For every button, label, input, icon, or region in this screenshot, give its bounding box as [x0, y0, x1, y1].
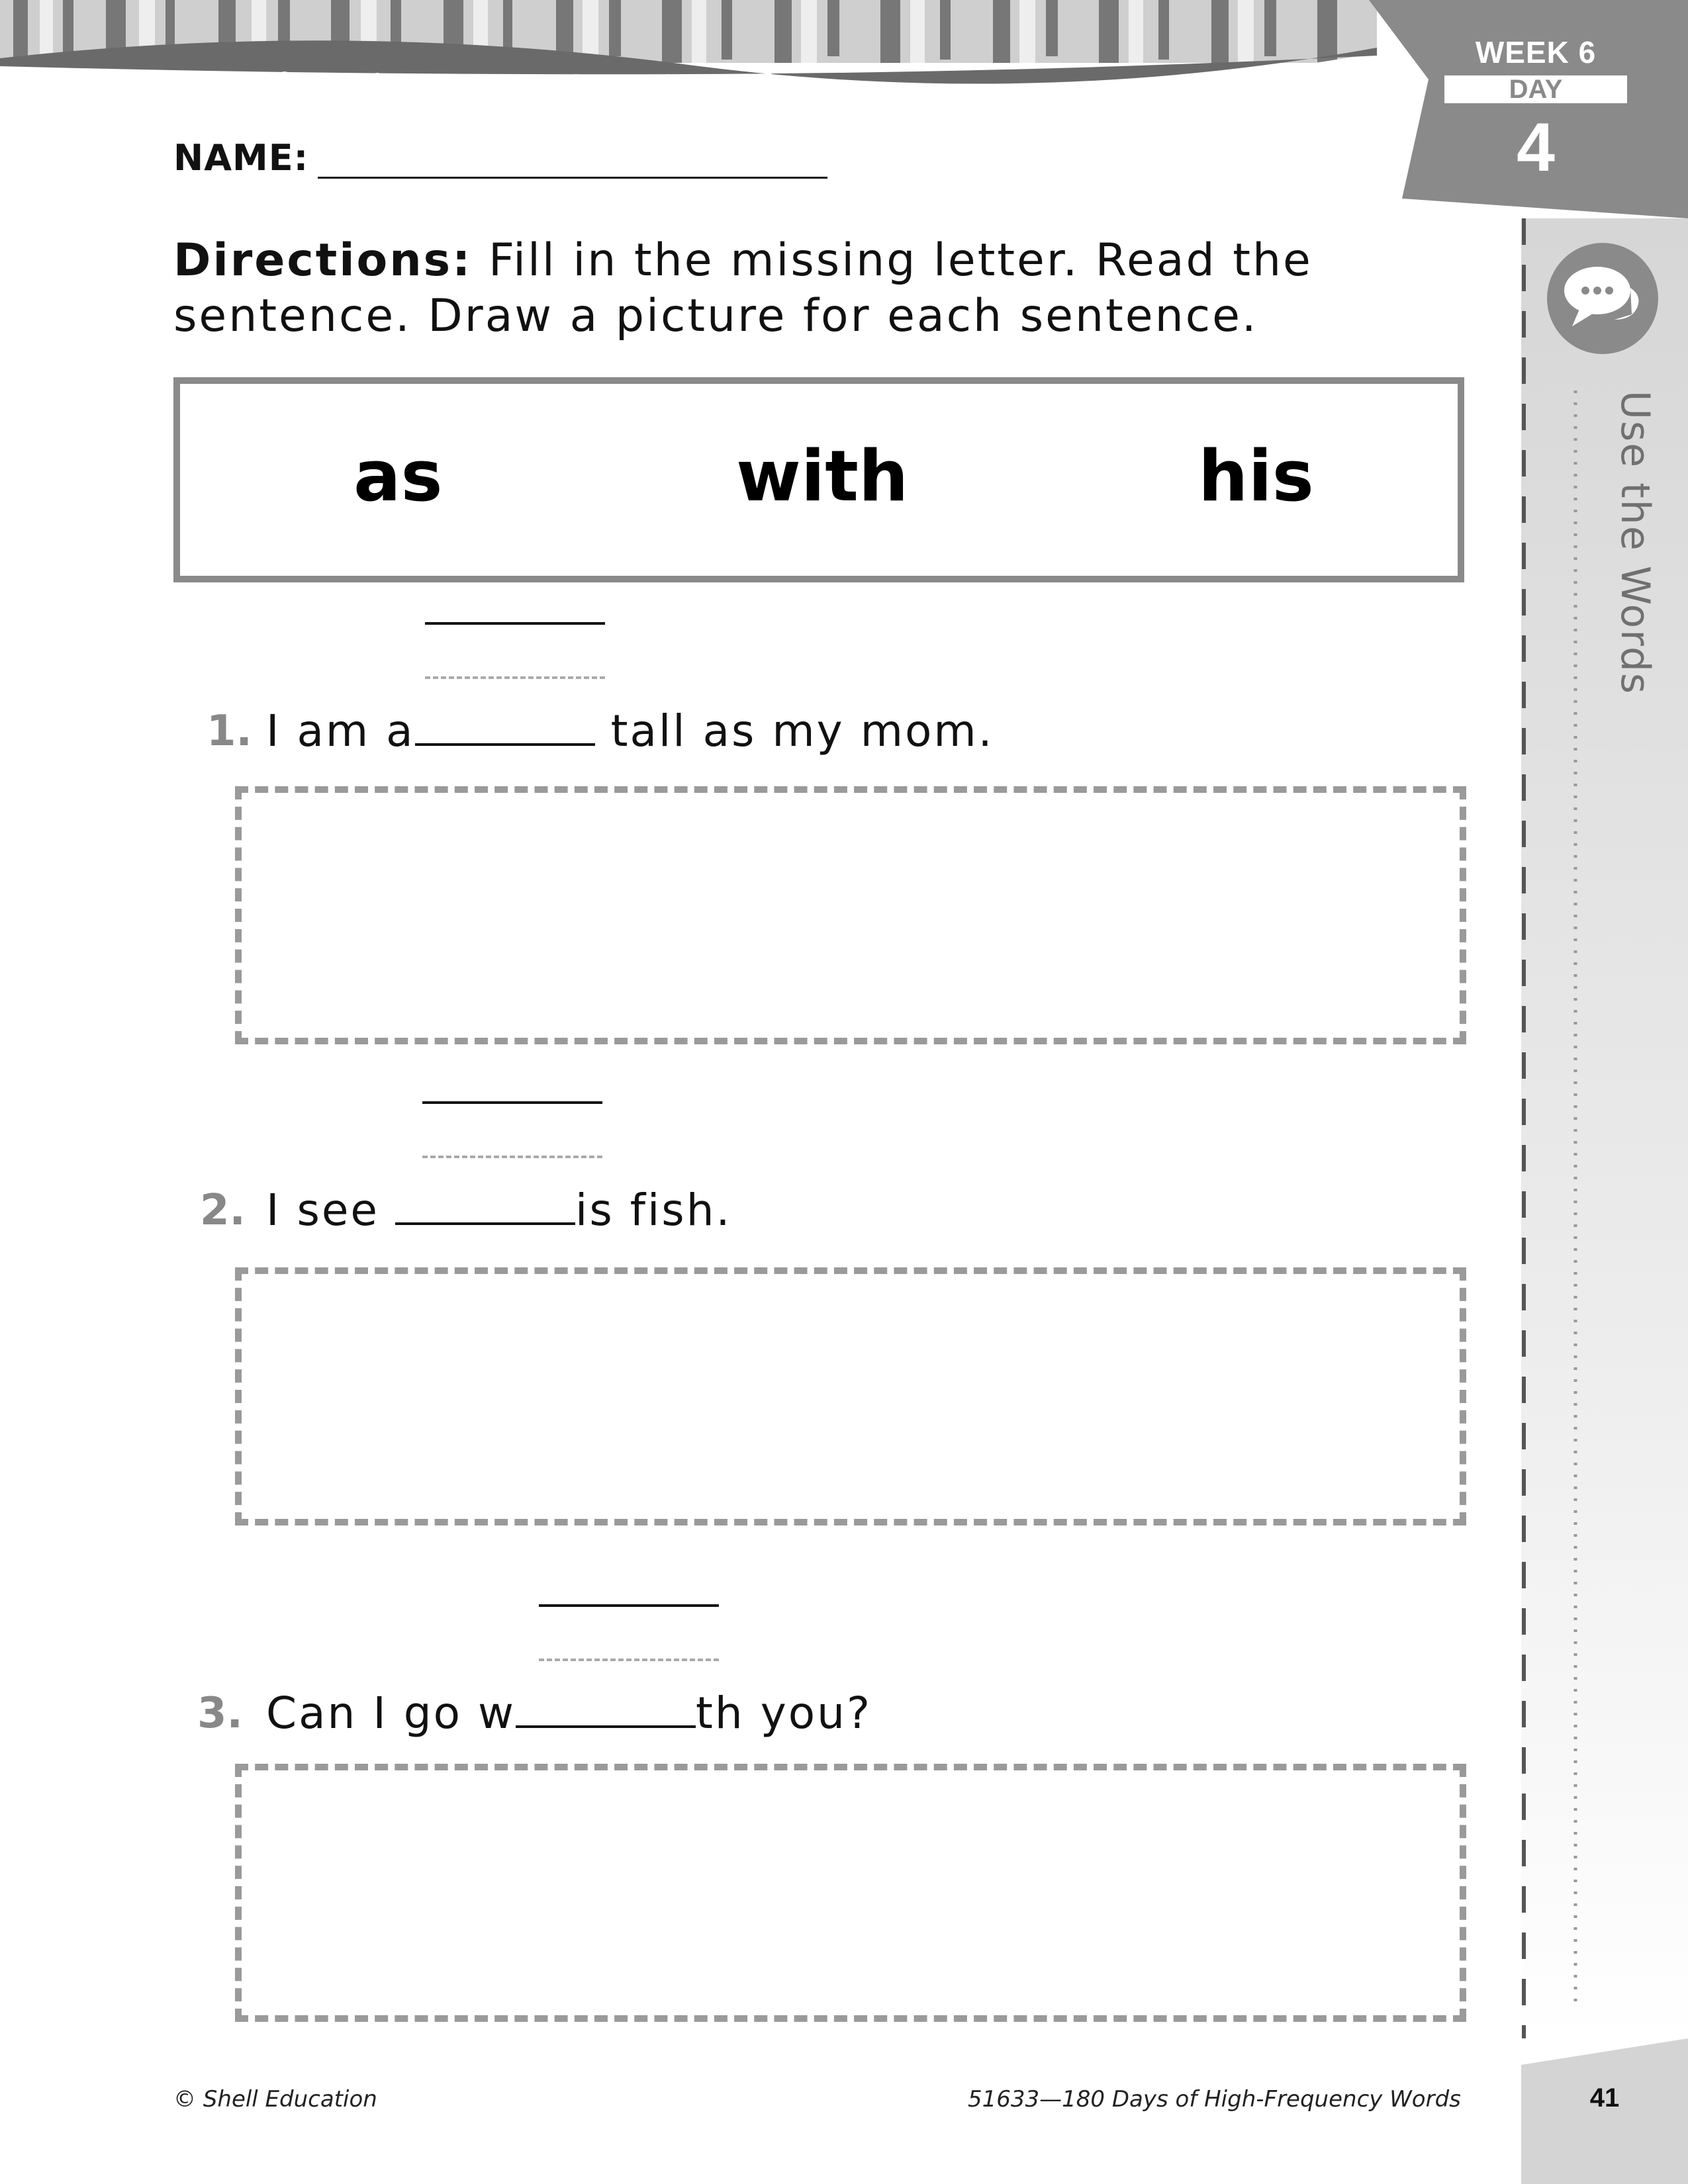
word-bank-word: with [736, 435, 909, 517]
directions-text: Fill in the missing letter. Read the sentence. Draw a picture for each sentence. [173, 234, 1313, 342]
name-field[interactable] [318, 140, 827, 179]
question-2 [266, 1185, 732, 1236]
section-title: Use the Words [1612, 390, 1658, 696]
footer-publisher: © Shell Education [173, 2086, 377, 2113]
drawing-box[interactable] [235, 786, 1466, 1044]
chat-bubbles-icon [1546, 242, 1660, 355]
name-label: NAME: [173, 137, 309, 179]
day-number: 4 [1517, 109, 1555, 186]
word-bank-word: as [353, 435, 443, 517]
question-1 [266, 705, 994, 756]
week-label: WEEK 6 [1475, 35, 1597, 69]
question-number: 3. [197, 1689, 243, 1738]
answer-blank[interactable] [395, 1220, 575, 1225]
page-number: 41 [1589, 2083, 1620, 2113]
question-text-after: th you? [696, 1688, 872, 1739]
word-bank-word: his [1198, 435, 1314, 517]
question-number: 1. [207, 707, 252, 756]
question-text-before: I see [266, 1185, 396, 1236]
word-bank [173, 377, 1464, 582]
name-row [173, 132, 827, 179]
drawing-box[interactable] [235, 1764, 1466, 2022]
question-text-after: is fish. [575, 1185, 732, 1236]
question-text-before: Can I go w [266, 1688, 516, 1739]
decorative-banner [0, 0, 1377, 86]
question-3 [266, 1688, 872, 1739]
question-number: 2. [200, 1186, 246, 1235]
drawing-box[interactable] [235, 1267, 1466, 1525]
question-text-before: I am a [266, 705, 415, 756]
directions [173, 233, 1431, 344]
day-label: DAY [1444, 75, 1627, 103]
directions-label: Directions: [173, 234, 473, 287]
answer-blank[interactable] [415, 741, 595, 746]
question-text-after: tall as my mom. [594, 705, 994, 756]
answer-blank[interactable] [516, 1723, 696, 1728]
footer-book-title: 51633—180 Days of High-Frequency Words [968, 2086, 1461, 2113]
